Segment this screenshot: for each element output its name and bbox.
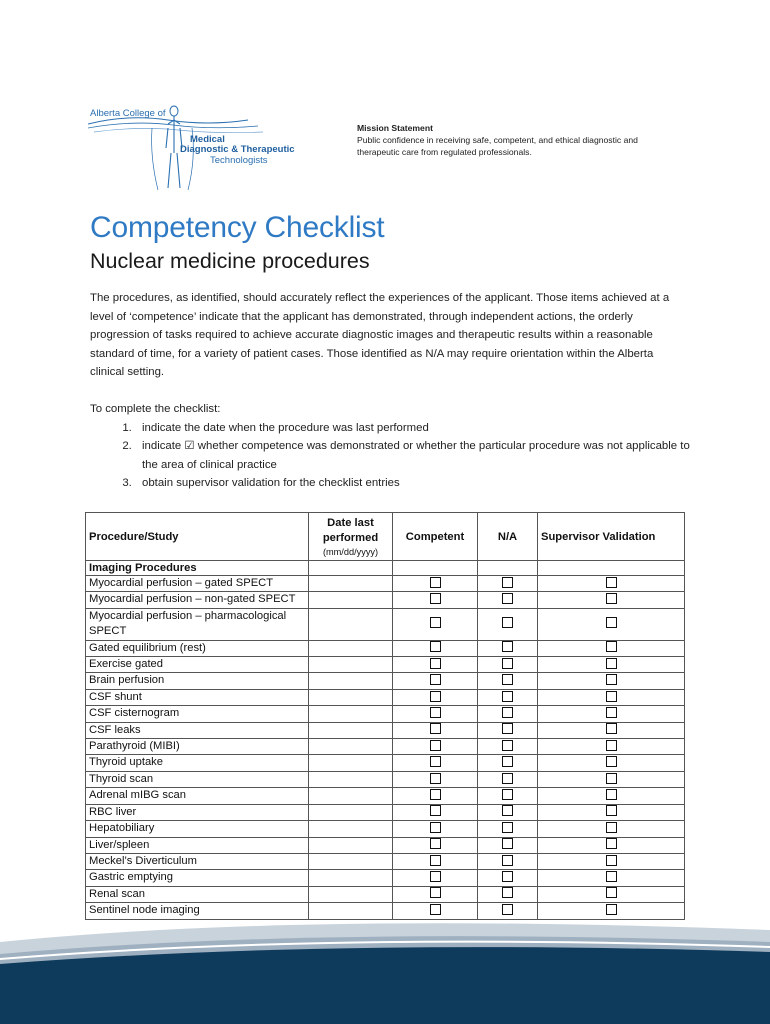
na-cell (478, 821, 538, 837)
table-row (86, 592, 685, 608)
competent-checkbox[interactable] (430, 723, 441, 734)
na-checkbox[interactable] (502, 658, 513, 669)
date-field[interactable] (309, 592, 393, 608)
logo-text-line3: Diagnostic & Therapeutic (180, 144, 295, 155)
date-field[interactable] (309, 673, 393, 689)
section-cell (538, 561, 685, 576)
procedure-name: Thyroid uptake (86, 755, 309, 771)
competent-checkbox[interactable] (430, 658, 441, 669)
na-cell (478, 706, 538, 722)
supervisor-cell (538, 640, 685, 656)
na-checkbox[interactable] (502, 593, 513, 604)
competent-checkbox[interactable] (430, 577, 441, 588)
na-checkbox[interactable] (502, 707, 513, 718)
supervisor-checkbox[interactable] (606, 887, 617, 898)
table-row (86, 576, 685, 592)
supervisor-checkbox[interactable] (606, 593, 617, 604)
supervisor-checkbox[interactable] (606, 674, 617, 685)
table-row (86, 640, 685, 656)
procedure-name: RBC liver (86, 804, 309, 820)
na-checkbox[interactable] (502, 617, 513, 628)
supervisor-checkbox[interactable] (606, 855, 617, 866)
competent-cell (393, 870, 478, 886)
logo-text-line1: Alberta College of (90, 108, 166, 119)
table-row (86, 788, 685, 804)
na-cell (478, 576, 538, 592)
na-checkbox[interactable] (502, 740, 513, 751)
procedure-name: Exercise gated (86, 657, 309, 673)
supervisor-cell (538, 592, 685, 608)
date-field[interactable] (309, 657, 393, 673)
competent-checkbox[interactable] (430, 641, 441, 652)
competent-checkbox[interactable] (430, 674, 441, 685)
na-cell (478, 771, 538, 787)
competent-cell (393, 706, 478, 722)
competent-cell (393, 739, 478, 755)
footer-wave (0, 912, 770, 1024)
na-checkbox[interactable] (502, 789, 513, 800)
header-na: N/A (478, 513, 538, 561)
procedure-name: Parathyroid (MIBI) (86, 739, 309, 755)
intro-paragraph: The procedures, as identified, should accurately reflect the experiences of the applicant. Those items achieved at a level of ‘competence’ indicate that the applicant has demonstrated, through independent actions, the orderly progression of tasks required to achieve accurate diagnostic images and therapeutic results within a reasonable standard of time, for a variety of patient cases. Those identified as N/A may require orientation within the Alberta clinical setting. (90, 292, 670, 379)
na-checkbox[interactable] (502, 822, 513, 833)
mission-statement (357, 122, 677, 158)
supervisor-cell (538, 576, 685, 592)
date-field[interactable] (309, 804, 393, 820)
instruction-step: 1. indicate the date when the procedure was last performed (135, 419, 690, 438)
supervisor-checkbox[interactable] (606, 789, 617, 800)
na-checkbox[interactable] (502, 773, 513, 784)
competent-checkbox[interactable] (430, 740, 441, 751)
supervisor-checkbox[interactable] (606, 641, 617, 652)
supervisor-checkbox[interactable] (606, 773, 617, 784)
mission-text: Public confidence in receiving safe, competent, and ethical diagnostic and therapeutic care from regulated professionals. (357, 135, 638, 157)
procedure-name: Thyroid scan (86, 771, 309, 787)
competent-checkbox[interactable] (430, 805, 441, 816)
supervisor-cell (538, 722, 685, 738)
date-field[interactable] (309, 640, 393, 656)
supervisor-cell (538, 804, 685, 820)
section-cell (393, 561, 478, 576)
na-cell (478, 870, 538, 886)
supervisor-cell (538, 837, 685, 853)
supervisor-checkbox[interactable] (606, 805, 617, 816)
instructions-list (90, 419, 690, 493)
supervisor-checkbox[interactable] (606, 577, 617, 588)
competent-checkbox[interactable] (430, 617, 441, 628)
supervisor-cell (538, 739, 685, 755)
table-row (86, 739, 685, 755)
table-row (86, 722, 685, 738)
table-row (86, 706, 685, 722)
logo-text-line4: Technologists (210, 155, 268, 166)
supervisor-checkbox[interactable] (606, 723, 617, 734)
competent-checkbox[interactable] (430, 756, 441, 767)
logo-text-line2: Medical (190, 134, 225, 145)
competent-checkbox[interactable] (430, 887, 441, 898)
table-row (86, 804, 685, 820)
header-date-unit: (mm/dd/yyyy) (322, 546, 379, 557)
table-row (86, 657, 685, 673)
date-field[interactable] (309, 722, 393, 738)
competent-cell (393, 608, 478, 640)
supervisor-cell (538, 706, 685, 722)
instruction-step: 3. obtain supervisor validation for the checklist entries (135, 474, 690, 493)
competent-cell (393, 689, 478, 705)
procedure-name: CSF cisternogram (86, 706, 309, 722)
page-subtitle: Nuclear medicine procedures (90, 249, 370, 273)
header-date-label: Date last performed (322, 516, 379, 544)
supervisor-cell (538, 886, 685, 902)
college-logo (88, 98, 308, 198)
competent-checkbox[interactable] (430, 855, 441, 866)
supervisor-cell (538, 608, 685, 640)
na-cell (478, 689, 538, 705)
header-date (309, 513, 393, 561)
header-procedure: Procedure/Study (86, 513, 309, 561)
section-cell (478, 561, 538, 576)
competent-checkbox[interactable] (430, 789, 441, 800)
table-row (86, 689, 685, 705)
date-field[interactable] (309, 788, 393, 804)
procedure-name: Myocardial perfusion – pharmacological SPECT (86, 608, 309, 640)
header-supervisor: Supervisor Validation (538, 513, 685, 561)
supervisor-cell (538, 821, 685, 837)
supervisor-checkbox[interactable] (606, 871, 617, 882)
na-checkbox[interactable] (502, 887, 513, 898)
competent-cell (393, 755, 478, 771)
na-cell (478, 739, 538, 755)
na-checkbox[interactable] (502, 641, 513, 652)
supervisor-checkbox[interactable] (606, 617, 617, 628)
supervisor-checkbox[interactable] (606, 691, 617, 702)
supervisor-checkbox[interactable] (606, 838, 617, 849)
supervisor-checkbox[interactable] (606, 707, 617, 718)
supervisor-cell (538, 853, 685, 869)
instruction-step: 2. indicate ☑ whether competence was demonstrated or whether the particular procedure was not applicable to the area of clinical practice (135, 437, 690, 474)
procedure-name: Gastric emptying (86, 870, 309, 886)
competent-checkbox[interactable] (430, 707, 441, 718)
competent-cell (393, 837, 478, 853)
supervisor-cell (538, 788, 685, 804)
na-checkbox[interactable] (502, 723, 513, 734)
competent-checkbox[interactable] (430, 593, 441, 604)
section-row (86, 561, 685, 576)
supervisor-cell (538, 870, 685, 886)
supervisor-checkbox[interactable] (606, 658, 617, 669)
supervisor-checkbox[interactable] (606, 740, 617, 751)
procedure-name: Adrenal mIBG scan (86, 788, 309, 804)
instructions-lead: To complete the checklist: (90, 403, 221, 415)
supervisor-cell (538, 689, 685, 705)
na-checkbox[interactable] (502, 691, 513, 702)
competent-cell (393, 853, 478, 869)
competent-cell (393, 722, 478, 738)
competent-cell (393, 592, 478, 608)
page-title: Competency Checklist (90, 211, 385, 244)
date-field[interactable] (309, 608, 393, 640)
supervisor-cell (538, 771, 685, 787)
date-field[interactable] (309, 739, 393, 755)
competent-cell (393, 804, 478, 820)
procedure-name: Hepatobiliary (86, 821, 309, 837)
na-checkbox[interactable] (502, 805, 513, 816)
na-checkbox[interactable] (502, 855, 513, 866)
procedure-name: CSF leaks (86, 722, 309, 738)
supervisor-checkbox[interactable] (606, 822, 617, 833)
na-cell (478, 788, 538, 804)
procedure-name: Renal scan (86, 886, 309, 902)
competent-checkbox[interactable] (430, 871, 441, 882)
competent-cell (393, 576, 478, 592)
date-field[interactable] (309, 771, 393, 787)
na-cell (478, 722, 538, 738)
table-row (86, 870, 685, 886)
procedure-name: Meckel’s Diverticulum (86, 853, 309, 869)
procedure-name: Gated equilibrium (rest) (86, 640, 309, 656)
table-row (86, 886, 685, 902)
date-field[interactable] (309, 755, 393, 771)
na-cell (478, 804, 538, 820)
na-checkbox[interactable] (502, 871, 513, 882)
table-header-row (86, 513, 685, 561)
competent-cell (393, 771, 478, 787)
supervisor-cell (538, 673, 685, 689)
na-cell (478, 592, 538, 608)
date-field[interactable] (309, 886, 393, 902)
competent-checkbox[interactable] (430, 773, 441, 784)
na-checkbox[interactable] (502, 674, 513, 685)
section-cell (309, 561, 393, 576)
mission-title: Mission Statement (357, 123, 433, 133)
date-field[interactable] (309, 689, 393, 705)
table-row (86, 755, 685, 771)
na-cell (478, 853, 538, 869)
na-checkbox[interactable] (502, 756, 513, 767)
competent-cell (393, 886, 478, 902)
table-row (86, 837, 685, 853)
na-cell (478, 755, 538, 771)
instructions (90, 400, 690, 493)
table-row (86, 771, 685, 787)
na-cell (478, 673, 538, 689)
competent-cell (393, 673, 478, 689)
procedure-name: Myocardial perfusion – non-gated SPECT (86, 592, 309, 608)
na-cell (478, 640, 538, 656)
date-field[interactable] (309, 821, 393, 837)
supervisor-cell (538, 755, 685, 771)
procedure-name: Myocardial perfusion – gated SPECT (86, 576, 309, 592)
procedure-name: CSF shunt (86, 689, 309, 705)
na-checkbox[interactable] (502, 838, 513, 849)
table-row (86, 608, 685, 640)
competent-cell (393, 788, 478, 804)
na-checkbox[interactable] (502, 577, 513, 588)
supervisor-cell (538, 657, 685, 673)
competent-cell (393, 821, 478, 837)
procedure-name: Brain perfusion (86, 673, 309, 689)
table-row (86, 673, 685, 689)
date-field[interactable] (309, 853, 393, 869)
procedure-name: Liver/spleen (86, 837, 309, 853)
date-field[interactable] (309, 706, 393, 722)
supervisor-checkbox[interactable] (606, 756, 617, 767)
date-field[interactable] (309, 837, 393, 853)
na-cell (478, 837, 538, 853)
na-cell (478, 657, 538, 673)
competent-checkbox[interactable] (430, 838, 441, 849)
header-competent: Competent (393, 513, 478, 561)
competent-cell (393, 640, 478, 656)
na-cell (478, 886, 538, 902)
competent-cell (393, 657, 478, 673)
date-field[interactable] (309, 870, 393, 886)
na-cell (478, 608, 538, 640)
section-title: Imaging Procedures (86, 561, 309, 576)
competent-checkbox[interactable] (430, 822, 441, 833)
competency-table (85, 512, 685, 920)
table-row (86, 853, 685, 869)
procedure-name: Sentinel node imaging (86, 903, 309, 919)
table-row (86, 821, 685, 837)
competent-checkbox[interactable] (430, 691, 441, 702)
date-field[interactable] (309, 576, 393, 592)
